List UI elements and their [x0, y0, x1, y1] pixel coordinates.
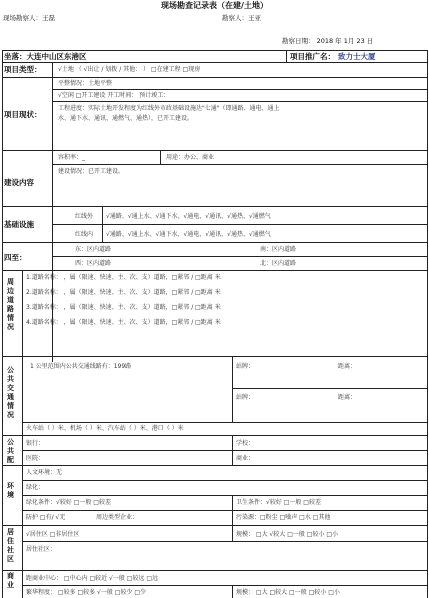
pollution: 防护 □有/ √无	[26, 514, 66, 521]
greening-condition: 绿化条件：√较好 □一般 □较差	[26, 499, 111, 506]
transit-label: 公共交通情况	[7, 366, 14, 419]
commerce-distance: 距商业中心： □中心内 □较近 √一般 □较远 □远	[26, 575, 159, 582]
survey-date: 勘察日期： 2018 年 1月 23 日	[282, 37, 374, 45]
construction-status: 建设情况：已开工建设。	[58, 168, 125, 175]
project-name: 致力士大厦	[338, 52, 376, 61]
road-row-2: 2.道路名称： ，属（限速、快速、主、次、支）道路，□紧邻 / □距离 米	[26, 289, 221, 296]
inside-label: 红线内	[75, 231, 94, 238]
project-status-label: 项目现状：	[4, 110, 42, 119]
road-row-1: 1.道路名称： ，属（限速、快速、主、次、支）道路，□紧邻 / □距离 米	[26, 274, 221, 281]
community-scale: 规模： □大 √较大 □一般 □较小 □小	[236, 531, 339, 538]
community-name: 居住社区：	[26, 546, 57, 553]
road-row-3: 3.道路名称： ，属（限速、快速、主、次、支）道路，□紧邻 / □距离 米	[26, 304, 221, 311]
progress-line1: 工程进度：实际土地开发程度为红线外市政基础设施达"七通"（即通路、通电、通上	[58, 105, 280, 112]
boundary-west: 西：区内道路	[75, 260, 112, 267]
facilities-label: 公共配	[7, 438, 14, 464]
progress-line2: 水、通下水、通讯、通燃气、通热），已开工建设。	[58, 115, 194, 122]
usage: 用途：办公、商业	[166, 154, 215, 161]
commerce-density: 繁华程度： □较多 □较多 √一般 □较少 □少	[26, 589, 147, 596]
station-2: 站牌：	[236, 394, 255, 401]
roads-label: 周边道路情况	[7, 278, 14, 331]
pollution-source: 污染源：□粉尘 □噪声 □水 □其他	[236, 514, 331, 521]
construction-label: 建设内容	[4, 178, 34, 187]
boundary-east: 东：区内道路	[75, 246, 112, 253]
recorder: 勘察人：王亚	[222, 14, 261, 22]
project-type-options: √土地 （ √出让 / 划拨 / 其他： ） □在建工程 □现房	[58, 66, 201, 73]
bus-lines: 1 公里范围内公共交通线路有：199路	[30, 363, 132, 370]
commerce-label: 商业	[7, 572, 14, 589]
bank: 银行：	[26, 440, 45, 447]
infrastructure-label: 基础设施	[4, 220, 34, 229]
station-1: 站牌：	[236, 363, 255, 370]
location-label: 坐落：大连中山区东港区	[4, 52, 87, 61]
boundary-south: 南：区内道路	[260, 246, 297, 253]
outside-label: 红线外	[75, 213, 94, 220]
plot-ratio: 容积率：_	[58, 154, 86, 161]
distance-1: 距离：	[338, 363, 357, 370]
project-type-label: 项目类型：	[4, 65, 42, 74]
construction-timing: √空闲 □开工建设 开工时间： 预计竣工：	[58, 92, 170, 99]
hospital: 医院：	[26, 455, 45, 462]
leveling-status: 平整情况：土地平整	[58, 80, 113, 87]
commerce: 商业：	[236, 455, 255, 462]
project-name-label: 项目推广名：	[290, 52, 335, 61]
distance-2: 距离：	[338, 394, 357, 401]
boundary-north: 北：区内道路	[260, 260, 297, 267]
commerce-scale: 规模： □大 □较大 □一般 □较小 □小	[236, 589, 340, 596]
investigator: 现场勘察人：王磊	[3, 14, 55, 22]
boundaries-label: 四至：	[4, 253, 27, 262]
greening: 绿化：	[26, 484, 45, 491]
outside-utilities: √通路、√通上水、√通下水、√通电、√通讯、√通热、√通燃气	[106, 213, 271, 220]
transport-hubs: 火车站（ ）米、机场（ ）米、汽车站（ ）米、港口（ ）米	[26, 425, 184, 432]
nearby-enterprises: 周边类型企业：	[96, 514, 139, 521]
inside-utilities: √通路、√通上水、√通下水、√通电、√通讯、√通热、√通燃气	[106, 231, 271, 238]
road-row-4: 4.道路名称： ，属（限速、快速、主、次、支）道路，□紧邻 / □距离 米	[26, 319, 221, 326]
school: 学校：	[236, 440, 255, 447]
community-label: 居住社区	[7, 528, 14, 563]
sanitation: 卫生条件：√较好 □一般 □较差	[236, 499, 321, 506]
environment-label: 环境	[7, 482, 14, 499]
human-environment: 人文环境：无	[26, 469, 63, 476]
residential-type: √居住区 □非居住区	[26, 531, 80, 538]
form-title: 现场勘查记录表（在建/土地）	[161, 1, 268, 10]
